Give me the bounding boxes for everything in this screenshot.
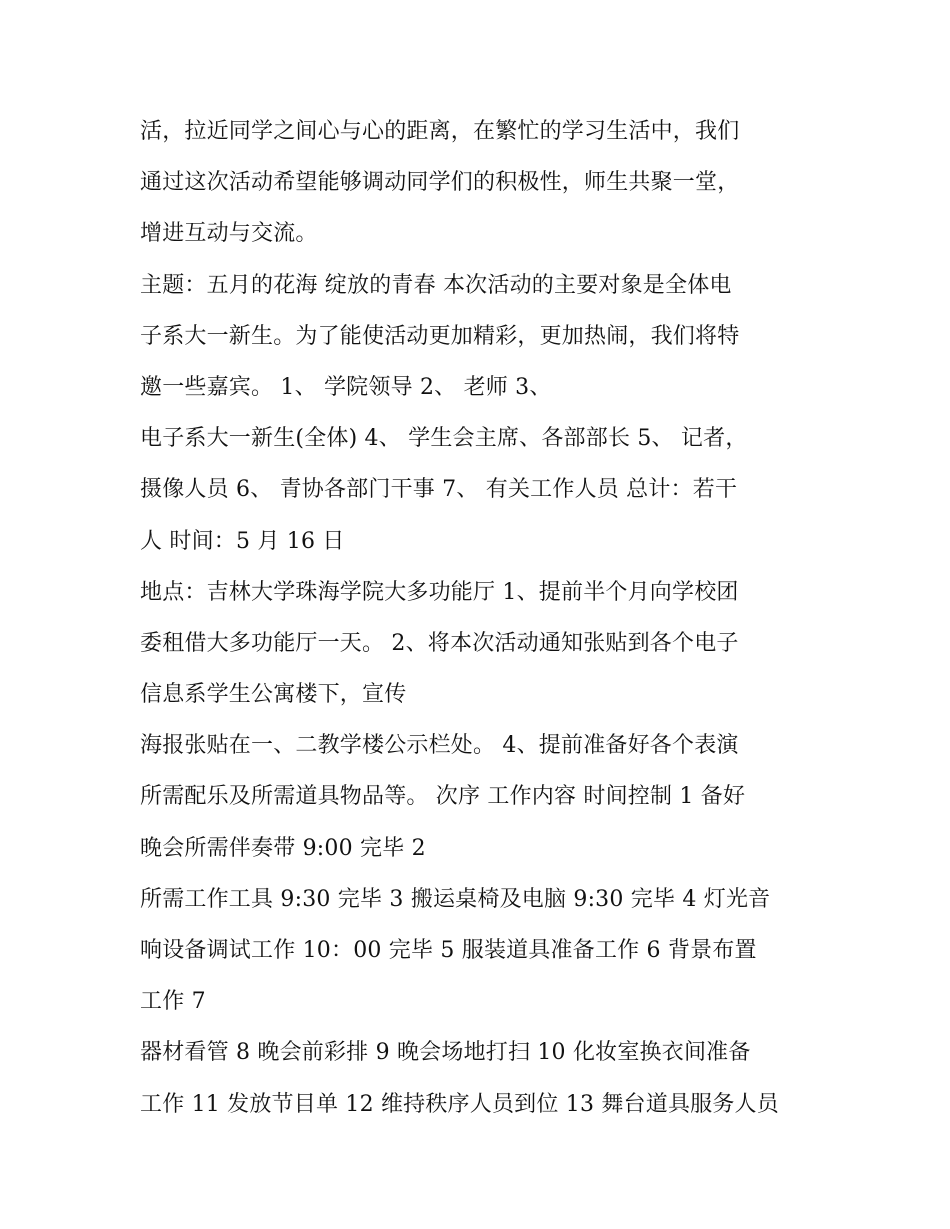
text-line-8: 摄像人员 6、 青协各部门干事 7、 有关工作人员 总计：若干 <box>140 477 738 503</box>
text-line-6: 邀一些嘉宾。 1、 学院领导 2、 老师 3、 <box>140 374 552 400</box>
text-line-20: 工作 11 发放节目单 12 维持秩序人员到位 13 舞台道具服务人员 <box>140 1091 779 1117</box>
text-line-3: 增进互动与交流。 <box>140 221 318 247</box>
text-line-1: 活，拉近同学之间心与心的距离，在繁忙的学习生活中，我们 <box>140 119 740 144</box>
text-line-2: 通过这次活动希望能够调动同学们的积极性，师生共聚一堂， <box>140 170 740 196</box>
text-line-18: 工作 7 <box>140 989 206 1015</box>
text-line-11: 委租借大多功能厅一天。 2、将本次活动通知张贴到各个电子 <box>140 630 739 656</box>
text-line-16: 所需工作工具 9:30 完毕 3 搬运桌椅及电脑 9:30 完毕 4 灯光音 <box>140 886 771 912</box>
text-line-13: 海报张贴在一、二教学楼公示栏处。 4、提前准备好各个表演 <box>140 733 739 759</box>
text-line-17: 响设备调试工作 10：00 完毕 5 服装道具准备工作 6 背景布置 <box>140 938 757 963</box>
text-line-9: 人 时间：5 月 16 日 <box>140 528 345 554</box>
text-line-7: 电子系大一新生(全体) 4、 学生会主席、各部部长 5、 记者， <box>140 426 748 452</box>
text-line-4: 主题：五月的花海 绽放的青春 本次活动的主要对象是全体电 <box>140 272 732 298</box>
text-line-10: 地点：吉林大学珠海学院大多功能厅 1、提前半个月向学校团 <box>140 579 739 605</box>
text-line-5: 子系大一新生。为了能使活动更加精彩，更加热闹，我们将特 <box>140 323 740 349</box>
text-line-15: 晚会所需伴奏带 9:00 完毕 2 <box>140 835 426 861</box>
text-line-12: 信息系学生公寓楼下，宣传 <box>140 682 407 708</box>
text-line-19: 器材看管 8 晚会前彩排 9 晚会场地打扫 10 化妆室换衣间准备 <box>140 1040 751 1066</box>
body-text <box>140 106 830 1130</box>
text-line-14: 所需配乐及所需道具物品等。 次序 工作内容 时间控制 1 备好 <box>140 784 746 810</box>
